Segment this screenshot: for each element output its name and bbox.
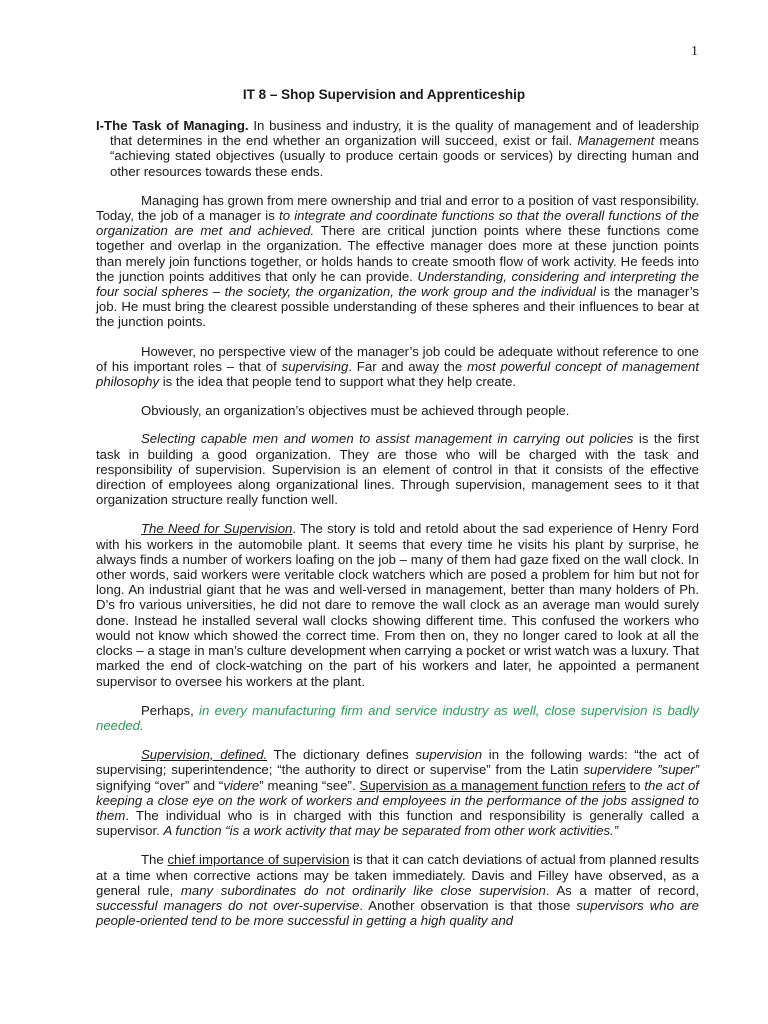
italic-text: supervision bbox=[415, 747, 483, 763]
text: . Far and away the bbox=[348, 358, 468, 374]
italic-text: supervising bbox=[281, 358, 349, 374]
italic-text: Selecting capable men and women to assist management in carrying out policies bbox=[141, 431, 634, 447]
paragraph-chief-importance bbox=[96, 852, 699, 928]
paragraph-selecting bbox=[96, 431, 699, 507]
section-heading: I-The Task of Managing. bbox=[96, 118, 249, 133]
italic-text: supervidere ”super” bbox=[583, 762, 699, 778]
subheading: The Need for Supervision bbox=[141, 521, 293, 537]
text: Managing has grown from mere ownership and trial and error to a position of vast responsibility. Today, the job of a manager is bbox=[96, 192, 699, 224]
paragraph-task-of-managing bbox=[96, 118, 699, 179]
text: is the manager’s job. He must bring the clearest possible understanding of these spheres and their influences to bear at the junction points. bbox=[96, 284, 700, 330]
paragraph-supervision-defined bbox=[96, 747, 699, 838]
paragraph-managing-growth bbox=[96, 193, 699, 330]
text: ” meaning “see”. bbox=[259, 777, 360, 793]
text: is the first task in building a good organization. They are those who will be charged with the task and responsibility of supervision. Supervision is an element of control in that it consists of the effective direction of employees along organizational lines. Through supervision, management sees to it that organization structure really function well. bbox=[96, 431, 700, 508]
text: In business and industry, it is the quality of management and of leadership that determines in the end whether an organization will succeed, exist or fail. bbox=[110, 118, 699, 149]
italic-text: A function “is a work activity that may be separated from other work activities.” bbox=[163, 823, 619, 839]
text: means “achieving stated objectives (usually to produce certain goods or services) by directing human and other resources towards these ends. bbox=[110, 133, 699, 179]
italic-text: videre bbox=[223, 777, 260, 793]
italic-text: supervisors who are people-oriented tend to be more successful in getting a high quality and bbox=[96, 897, 699, 929]
text: to bbox=[625, 777, 645, 793]
italic-text: to integrate and coordinate functions so that the overall functions of the organization are met and achieved. bbox=[96, 208, 699, 239]
text: . As a matter of record, bbox=[545, 882, 699, 898]
page-number: 1 bbox=[691, 44, 698, 59]
text: There are critical junction points where these functions come together and overlap in the organization. The effective manager does more at these junction points than merely join functions together, or holds hands to create smooth flow of work activity. He feeds into the junction points additives that only he can provide. bbox=[96, 223, 699, 284]
document-title: IT 8 – Shop Supervision and Apprenticeship bbox=[242, 87, 526, 102]
subheading: Supervision, defined. bbox=[141, 747, 268, 763]
text: is that it can catch deviations of actual from planned results at a time when corrective actions may be taken immediately. Davis and Filley have observed, as a general rule, bbox=[96, 852, 699, 898]
italic-text: many subordinates do not ordinarily like close supervision bbox=[180, 882, 546, 898]
text: The dictionary defines bbox=[267, 747, 416, 763]
text: . Another observation is that those bbox=[359, 897, 577, 913]
text: signifying “over” and “ bbox=[96, 777, 224, 793]
paragraph-need-for-supervision bbox=[96, 521, 699, 688]
underlined-text: Supervision as a management function refers bbox=[359, 777, 626, 793]
italic-text: successful managers do not over-supervise bbox=[96, 897, 360, 913]
document-body bbox=[96, 118, 699, 942]
paragraph-objectives bbox=[96, 403, 699, 418]
highlighted-text: in every manufacturing firm and service industry as well, close supervision is badly needed. bbox=[96, 702, 699, 733]
italic-text: Management bbox=[577, 133, 655, 149]
italic-text: Understanding, considering and interpreting the four social spheres – the society, the organization, the work group and the individual bbox=[96, 268, 699, 300]
italic-text: the act of keeping a close eye on the work of workers and employees in the performance of the jobs assigned to them bbox=[96, 777, 699, 823]
text: However, no perspective view of the manager’s job could be adequate without reference to one of his important roles – that of bbox=[96, 343, 699, 374]
italic-text: most powerful concept of management philosophy bbox=[96, 358, 699, 390]
text: Perhaps, bbox=[141, 702, 200, 718]
paragraph-perhaps bbox=[96, 703, 699, 733]
text: is the idea that people tend to support what they help create. bbox=[159, 374, 517, 390]
text: in the following wards: “the act of supervising; superintendence; “the authority to direct or supervise” from the Latin bbox=[96, 747, 699, 778]
text: . The individual who is in charged with this function and responsibility is generally called a supervisor. bbox=[96, 807, 699, 839]
text: Obviously, an organization’s objectives must be achieved through people. bbox=[141, 403, 570, 419]
underlined-text: chief importance of supervision bbox=[167, 852, 350, 868]
text: The bbox=[141, 852, 168, 868]
paragraph-supervising-role bbox=[96, 344, 699, 390]
text: . The story is told and retold about the sad experience of Henry Ford with his workers in the automobile plant. It seems that every time he visits his plant by surprise, he always finds a number of workers loafing on the job – many of them had gaze fixed on the wall clock. In other words, said workers were veritable clock watchers which are posed a problem for him but not for long. An industrial giant that he was and well-versed in management, better than many holders of Ph. D’s fro various universities, he did not dare to remove the wall clock as an average man would surely done. Instead he installed several wall clocks showing different time. This confused the workers who would not know which showed the correct time. From then on, they no longer cared to look at all the clocks – a stage in man’s culture development when carrying a pocket or wrist watch was a luxury. That marked the end of clock-watching on the part of his workers and later, he appointed a permanent supervisor to oversee his workers at the plant. bbox=[96, 521, 699, 689]
